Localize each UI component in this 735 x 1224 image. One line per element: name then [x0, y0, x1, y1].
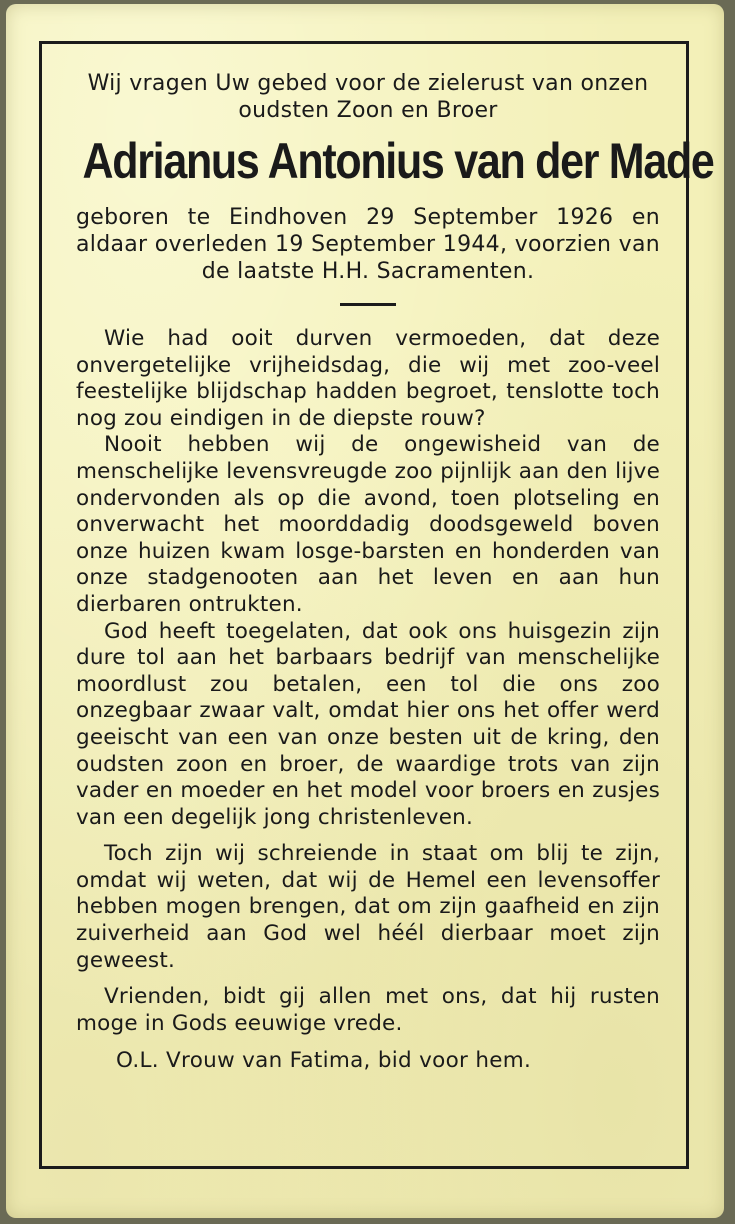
intro-text: Wij vragen Uw gebed voor de zielerust van onzen oudsten Zoon en Broer — [87, 71, 649, 123]
memorial-card — [6, 4, 724, 1218]
closing-prayer: O.L. Vrouw van Fatima, bid voor hem. — [116, 1048, 532, 1074]
card-border — [39, 41, 714, 1169]
deceased-name: Adrianus Antonius van der Made — [82, 133, 714, 189]
divider-line — [340, 303, 396, 306]
paragraph-1: Wie had ooit durven vermoeden, dat deze onvergetelijke vrijheidsdag, die wij met zoo-veel feestelijke blijdschap hadden begroet, tenslotte toch nog zou eindigen in de diepste rouw? — [76, 326, 660, 431]
paragraph-4: Toch zijn wij schreiende in staat om blij te zijn, omdat wij weten, dat wij de Hemel een levensoffer hebben mogen brengen, dat om zijn gaafheid en zijn zuiverheid aan God wel héél dierbaar moet zijn geweest. — [76, 841, 660, 973]
birth-death-text: geboren te Eindhoven 29 September 1926 en aldaar overleden 19 September 1944, voorzien van de laatste H.H. Sacramenten. — [76, 205, 660, 284]
paragraph-gap — [76, 831, 660, 841]
paragraph-3: God heeft toegelaten, dat ook ons huisgezin zijn dure tol aan het barbaars bedrijf van menschelijke moordlust zou betalen, een tol die ons zoo onzegbaar zwaar valt, omdat hier ons het offer werd geeischt van een van onze besten uit de kring, den oudsten zoon en broer, de waardige trots van zijn vader en moeder en het model voor broers en zusjes van een degelijk jong christenleven. — [76, 618, 660, 830]
paragraph-5: Vrienden, bidt gij allen met ons, dat hij rusten moge in Gods eeuwige vrede. — [76, 984, 660, 1036]
card-content — [76, 70, 714, 1074]
paragraph-gap — [76, 974, 660, 984]
paragraph-2: Nooit hebben wij de ongewisheid van de menschelijke levensvreugde zoo pijnlijk aan den lijve ondervonden als op die avond, toen plotseling en onverwacht het moorddadig doodsgeweld boven onze huizen kwam losge-barsten en honderden van onze stadgenooten aan het leven en aan hun dierbaren ontrukten. — [76, 432, 660, 617]
